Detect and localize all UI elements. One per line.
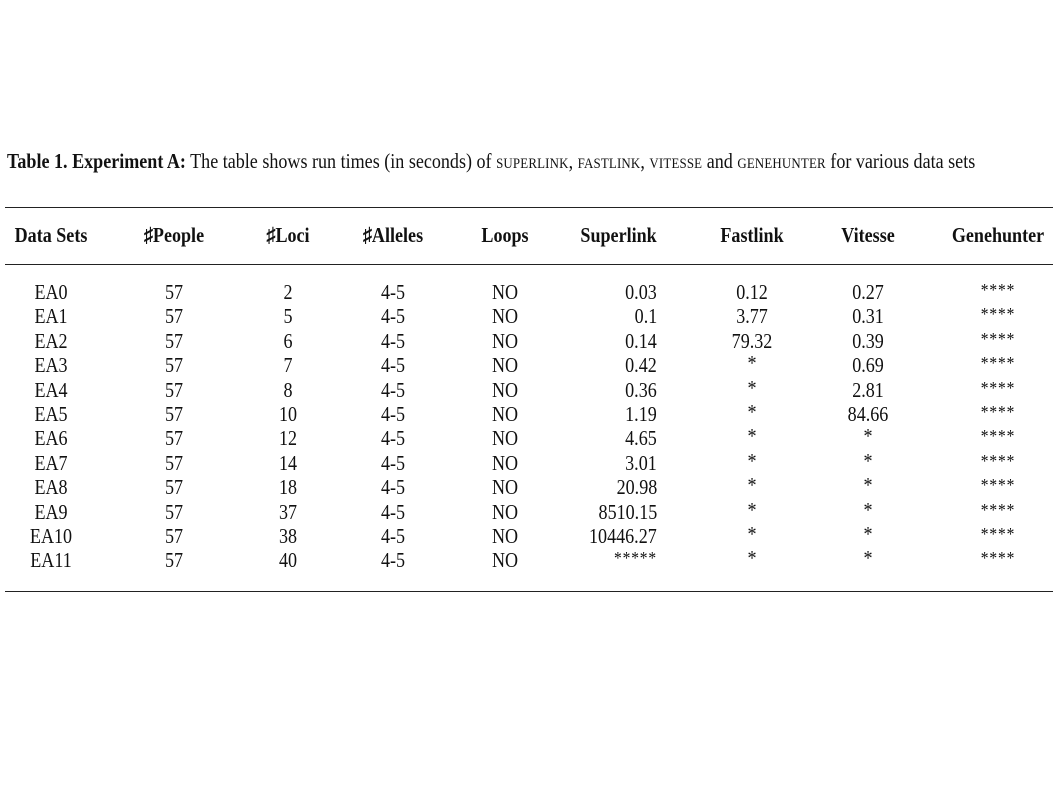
cell-data-set: EA5 bbox=[34, 402, 68, 426]
cell-data-set: EA1 bbox=[34, 304, 68, 329]
cell-loci: 40 bbox=[278, 548, 298, 573]
cell-loci: 18 bbox=[278, 475, 298, 500]
cell-people: 57 bbox=[164, 280, 184, 304]
cell-genehunter-time: **** bbox=[980, 280, 1016, 300]
cell-data-set: EA3 bbox=[34, 353, 68, 378]
cell-people: 57 bbox=[164, 328, 184, 353]
cell-data-set: EA9 bbox=[34, 499, 68, 524]
cell-loops: NO bbox=[491, 524, 519, 548]
cell-fastlink-time: * bbox=[747, 424, 757, 449]
cell-genehunter-time: **** bbox=[980, 304, 1016, 325]
cell-superlink-time: 0.1 bbox=[634, 304, 657, 329]
table-caption bbox=[7, 147, 976, 175]
cell-vitesse-time: 0.31 bbox=[852, 304, 884, 329]
cell-alleles: 4-5 bbox=[380, 450, 406, 475]
cell-data-set: EA0 bbox=[34, 280, 68, 304]
cell-genehunter-time: **** bbox=[980, 450, 1016, 471]
header-people: ♯People bbox=[143, 223, 205, 247]
cell-alleles: 4-5 bbox=[380, 426, 406, 451]
cell-alleles: 4-5 bbox=[380, 499, 406, 524]
cell-superlink-time: 0.42 bbox=[625, 353, 657, 378]
cell-vitesse-time: * bbox=[863, 473, 873, 498]
cell-vitesse-time: 84.66 bbox=[847, 402, 889, 426]
cell-genehunter-time: **** bbox=[980, 548, 1016, 569]
cell-data-set: EA11 bbox=[30, 548, 72, 573]
cell-loops: NO bbox=[491, 353, 519, 378]
cell-data-set: EA10 bbox=[29, 524, 73, 548]
cell-genehunter-time: **** bbox=[980, 524, 1016, 544]
cell-superlink-time: 4.65 bbox=[625, 426, 657, 451]
cell-people: 57 bbox=[164, 475, 184, 500]
cell-alleles: 4-5 bbox=[380, 548, 406, 573]
cell-loci: 6 bbox=[283, 328, 293, 353]
cell-genehunter-time: **** bbox=[980, 475, 1016, 496]
header-genehunter: Genehunter bbox=[951, 223, 1045, 247]
cell-fastlink-time: 0.12 bbox=[736, 280, 768, 304]
cell-loci: 7 bbox=[283, 353, 293, 378]
cell-fastlink-time: * bbox=[747, 497, 757, 522]
cell-loci: 14 bbox=[278, 450, 298, 475]
cell-fastlink-time: 3.77 bbox=[736, 304, 768, 329]
cell-loci: 8 bbox=[283, 377, 293, 402]
cell-superlink-time: 1.19 bbox=[625, 402, 657, 426]
caption-program-fastlink: fastlink bbox=[577, 149, 641, 173]
cell-loci: 37 bbox=[278, 499, 298, 524]
cell-vitesse-time: 0.39 bbox=[852, 328, 884, 353]
cell-alleles: 4-5 bbox=[380, 328, 406, 353]
cell-loci: 5 bbox=[283, 304, 293, 329]
cell-loops: NO bbox=[491, 499, 519, 524]
cell-alleles: 4-5 bbox=[380, 475, 406, 500]
cell-vitesse-time: * bbox=[863, 546, 873, 571]
cell-people: 57 bbox=[164, 426, 184, 451]
cell-vitesse-time: * bbox=[863, 448, 873, 473]
cell-loops: NO bbox=[491, 548, 519, 573]
cell-superlink-time: 3.01 bbox=[625, 450, 657, 475]
cell-alleles: 4-5 bbox=[380, 402, 406, 426]
cell-superlink-time: ***** bbox=[614, 548, 657, 569]
cell-fastlink-time: * bbox=[747, 546, 757, 571]
cell-people: 57 bbox=[164, 450, 184, 475]
cell-data-set: EA2 bbox=[34, 328, 68, 353]
cell-vitesse-time: 0.69 bbox=[852, 353, 884, 378]
header-loci: ♯Loci bbox=[266, 223, 310, 247]
cell-fastlink-time: * bbox=[747, 522, 757, 546]
cell-loops: NO bbox=[491, 450, 519, 475]
cell-data-set: EA4 bbox=[34, 377, 68, 402]
cell-genehunter-time: **** bbox=[980, 402, 1016, 422]
cell-fastlink-time: 79.32 bbox=[731, 328, 773, 353]
cell-data-set: EA7 bbox=[34, 450, 68, 475]
cell-superlink-time: 0.36 bbox=[625, 377, 657, 402]
cell-loops: NO bbox=[491, 402, 519, 426]
table-bottom-rule bbox=[5, 591, 1053, 592]
cell-alleles: 4-5 bbox=[380, 280, 406, 304]
header-loops: Loops bbox=[481, 223, 529, 247]
caption-program-superlink: superlink bbox=[496, 149, 569, 173]
cell-vitesse-time: 0.27 bbox=[852, 280, 884, 304]
cell-people: 57 bbox=[164, 377, 184, 402]
cell-superlink-time: 20.98 bbox=[616, 475, 657, 500]
cell-superlink-time: 10446.27 bbox=[589, 524, 657, 548]
caption-label: Table 1. Experiment A: bbox=[7, 149, 186, 173]
cell-alleles: 4-5 bbox=[380, 353, 406, 378]
caption-program-genehunter: genehunter bbox=[737, 149, 826, 173]
cell-alleles: 4-5 bbox=[380, 304, 406, 329]
cell-people: 57 bbox=[164, 402, 184, 426]
cell-people: 57 bbox=[164, 548, 184, 573]
cell-fastlink-time: * bbox=[747, 473, 757, 498]
cell-loops: NO bbox=[491, 377, 519, 402]
cell-loops: NO bbox=[491, 304, 519, 329]
cell-loops: NO bbox=[491, 280, 519, 304]
header-superlink: Superlink bbox=[580, 223, 657, 247]
cell-people: 57 bbox=[164, 353, 184, 378]
cell-loops: NO bbox=[491, 475, 519, 500]
cell-alleles: 4-5 bbox=[380, 524, 406, 548]
cell-loops: NO bbox=[491, 328, 519, 353]
caption-and: and bbox=[706, 149, 733, 173]
cell-people: 57 bbox=[164, 499, 184, 524]
cell-data-set: EA6 bbox=[34, 426, 68, 451]
cell-superlink-time: 8510.15 bbox=[598, 499, 657, 524]
header-fastlink: Fastlink bbox=[720, 223, 784, 247]
caption-program-vitesse: vitesse bbox=[649, 149, 703, 173]
cell-loci: 12 bbox=[278, 426, 298, 451]
cell-genehunter-time: **** bbox=[980, 353, 1016, 374]
cell-people: 57 bbox=[164, 304, 184, 329]
cell-data-set: EA8 bbox=[34, 475, 68, 500]
caption-text-before: The table shows run times (in seconds) of bbox=[190, 149, 492, 173]
cell-fastlink-time: * bbox=[747, 448, 757, 473]
cell-vitesse-time: * bbox=[863, 522, 873, 546]
cell-vitesse-time: * bbox=[863, 424, 873, 449]
caption-sep-2: , bbox=[640, 149, 645, 173]
cell-genehunter-time: **** bbox=[980, 328, 1016, 349]
cell-genehunter-time: **** bbox=[980, 377, 1016, 398]
table-top-rule bbox=[5, 207, 1053, 208]
cell-vitesse-time: 2.81 bbox=[852, 377, 884, 402]
table-header-rule bbox=[5, 264, 1053, 265]
cell-loci: 2 bbox=[283, 280, 293, 304]
cell-genehunter-time: **** bbox=[980, 499, 1016, 520]
cell-alleles: 4-5 bbox=[380, 377, 406, 402]
cell-superlink-time: 0.14 bbox=[625, 328, 657, 353]
cell-loops: NO bbox=[491, 426, 519, 451]
cell-loci: 10 bbox=[278, 402, 298, 426]
header-data-sets: Data Sets bbox=[14, 223, 88, 247]
cell-fastlink-time: * bbox=[747, 400, 757, 424]
cell-loci: 38 bbox=[278, 524, 298, 548]
cell-fastlink-time: * bbox=[747, 351, 757, 376]
cell-vitesse-time: * bbox=[863, 497, 873, 522]
caption-sep-1: , bbox=[568, 149, 574, 173]
caption-text-after: for various data sets bbox=[830, 149, 976, 173]
cell-genehunter-time: **** bbox=[980, 426, 1016, 447]
cell-fastlink-time: * bbox=[747, 375, 757, 400]
cell-people: 57 bbox=[164, 524, 184, 548]
header-alleles: ♯Alleles bbox=[362, 223, 424, 247]
header-vitesse: Vitesse bbox=[841, 223, 895, 247]
cell-superlink-time: 0.03 bbox=[625, 280, 657, 304]
